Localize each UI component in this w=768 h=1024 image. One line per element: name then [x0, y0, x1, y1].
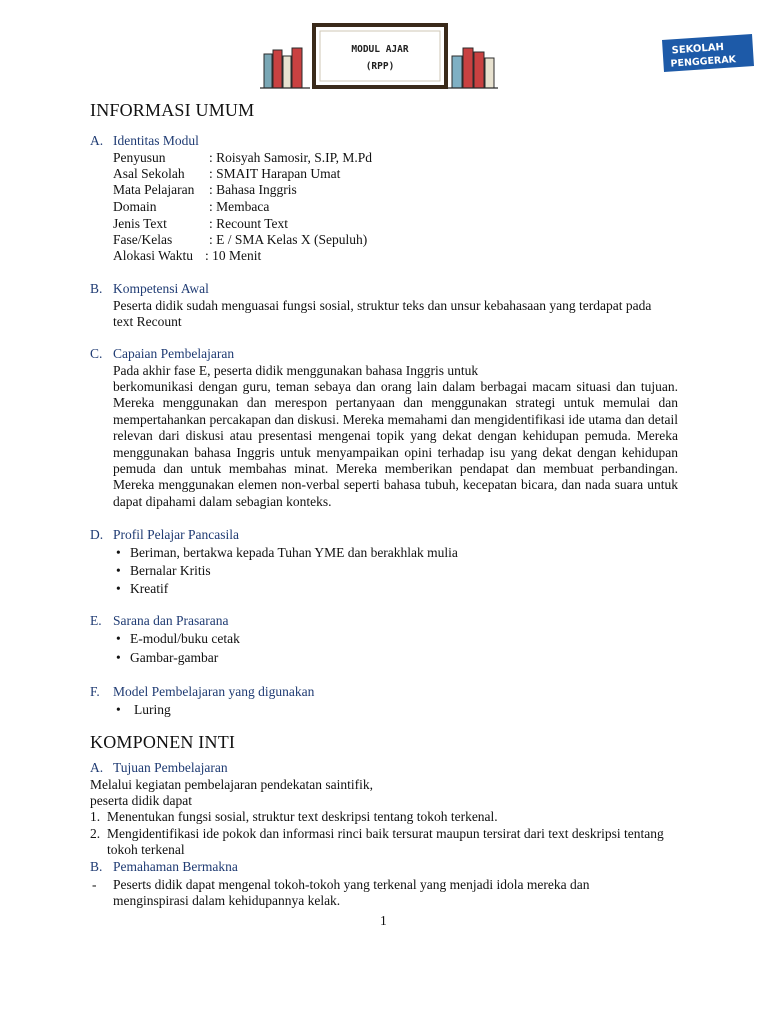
identitas-value: : Bahasa Inggris: [209, 182, 297, 197]
identitas-value: : Membaca: [209, 199, 270, 214]
identitas-row: [113, 216, 288, 232]
tujuan-intro-line: peserta didik dapat: [90, 793, 192, 808]
subsection-title-sarana: Sarana dan Prasarana: [113, 613, 229, 628]
numbered-item-text-cont: tokoh terkenal: [107, 842, 185, 857]
subsection-title-model: Model Pembelajaran yang digunakan: [113, 684, 315, 699]
tujuan-intro-line: Melalui kegiatan pembelajaran pendekatan saintifik,: [90, 777, 374, 792]
identitas-label: Mata Pelajaran: [113, 182, 195, 197]
logo-line1: SEKOLAH: [671, 41, 725, 57]
identitas-label: Asal Sekolah: [113, 166, 185, 181]
banner-title-line1: MODUL AJAR: [351, 44, 409, 55]
identitas-row: [113, 232, 367, 248]
sekolah-penggerak-logo: [660, 34, 756, 74]
identitas-value: : Roisyah Samosir, S.IP, M.Pd: [209, 150, 372, 165]
bullet-icon: •: [116, 631, 121, 646]
identitas-value: : 10 Menit: [205, 248, 262, 263]
list-item-text: E-modul/buku cetak: [130, 631, 240, 646]
identitas-row: [113, 199, 269, 215]
modul-ajar-banner: [258, 22, 502, 92]
book-icon: [264, 54, 272, 88]
bullet-icon: •: [116, 563, 121, 578]
dash-bullet: -: [92, 877, 97, 892]
list-item-text: Luring: [134, 702, 171, 717]
subsection-title-profil: Profil Pelajar Pancasila: [113, 527, 239, 542]
book-icon: [273, 50, 282, 88]
identitas-row: [113, 150, 372, 166]
identitas-label: Jenis Text: [113, 216, 167, 231]
book-icon: [474, 52, 484, 88]
list-item-text: Kreatif: [130, 581, 169, 596]
book-icon: [452, 56, 462, 88]
identitas-label: Domain: [113, 199, 157, 214]
identitas-row: [113, 182, 297, 198]
bullet-icon: •: [116, 581, 121, 596]
bullet-icon: •: [116, 702, 121, 717]
list-item-text: Gambar-gambar: [130, 650, 219, 665]
subsection-letter-a-inti: A.: [90, 760, 104, 775]
capaian-first-line: Pada akhir fase E, peserta didik menggunakan bahasa Inggris untuk: [113, 363, 479, 378]
identitas-label: Fase/Kelas: [113, 232, 173, 247]
subsection-title-kompetensi: Kompetensi Awal: [113, 281, 209, 296]
list-item: [116, 581, 168, 597]
section-heading-informasi-umum: INFORMASI UMUM: [90, 100, 255, 120]
pemahaman-text-line: Peserts didik dapat mengenal tokoh-tokoh yang terkenal yang menjadi idola mereka dan: [113, 877, 590, 892]
capaian-paragraph: berkomunikasi dengan guru, teman sebaya dan orang lain dalam berbagai macam situasi dan tujuan. Mereka menggunakan dan merespon pertanyaan dan menggunakan strategi untuk memulai dan mempertahankan percakapan dan diskusi. Mereka memahami dan mengidentifikasi ide utama dan detail relevan dari diskusi atau presentasi mengenai topik yang dekat dengan kehidupan pemuda. Mereka menggunakan bahasa Inggris untuk menyampaikan opini terhadap isu yang dekat dengan kehidupan pemuda dan untuk membahas minat. Mereka memberikan pendapat dan membuat perbandingan. Mereka menggunakan elemen non-verbal seperti bahasa tubuh, kecepatan bicara, dan nada suara untuk dapat dipahami dalam sebagian konteks.: [113, 379, 678, 509]
subsection-letter-d: D.: [90, 527, 104, 542]
subsection-letter-b-inti: B.: [90, 859, 103, 874]
list-item: [116, 631, 240, 647]
kompetensi-text-line: text Recount: [113, 314, 182, 329]
identitas-label: Penyusun: [113, 150, 166, 165]
subsection-letter-a: A.: [90, 133, 104, 148]
pemahaman-text-line: menginspirasi dalam kehidupannya kelak.: [113, 893, 341, 908]
numbered-item-text: Menentukan fungsi sosial, struktur text deskripsi tentang tokoh terkenal.: [107, 809, 498, 824]
book-icon: [283, 56, 291, 88]
list-item: [116, 545, 458, 561]
kompetensi-text-line: Peserta didik sudah menguasai fungsi sosial, struktur teks dan unsur kebahasaan yang terdapat pada: [113, 298, 652, 313]
identitas-label: Alokasi Waktu: [113, 248, 194, 263]
subsection-letter-f: F.: [90, 684, 100, 699]
list-item-text: Beriman, bertakwa kepada Tuhan YME dan berakhlak mulia: [130, 545, 458, 560]
numbered-item-text: Mengidentifikasi ide pokok dan informasi rinci baik tersurat maupun tersirat dari text deskripsi tentang: [107, 826, 664, 841]
list-item: [116, 563, 211, 579]
subsection-letter-c: C.: [90, 346, 103, 361]
identitas-value: : SMAIT Harapan Umat: [209, 166, 341, 181]
banner-title-line2: (RPP): [365, 61, 395, 72]
identitas-row: [113, 248, 261, 264]
section-heading-komponen-inti: KOMPONEN INTI: [90, 732, 236, 752]
subsection-title-capaian: Capaian Pembelajaran: [113, 346, 235, 361]
numbered-item-number: 2.: [90, 826, 101, 841]
book-icon: [463, 48, 473, 88]
page-number: 1: [380, 913, 387, 928]
identitas-value: : E / SMA Kelas X (Sepuluh): [209, 232, 368, 247]
numbered-item-number: 1.: [90, 809, 101, 824]
subsection-title-tujuan: Tujuan Pembelajaran: [113, 760, 228, 775]
list-item: [116, 650, 218, 666]
logo-line2: PENGGERAK: [670, 54, 737, 70]
subsection-letter-e: E.: [90, 613, 102, 628]
bullet-icon: •: [116, 650, 121, 665]
subsection-title-identitas: Identitas Modul: [113, 133, 199, 148]
book-icon: [292, 48, 302, 88]
list-item: [116, 702, 171, 718]
identitas-value: : Recount Text: [209, 216, 289, 231]
subsection-letter-b: B.: [90, 281, 103, 296]
bullet-icon: •: [116, 545, 121, 560]
book-icon: [485, 58, 494, 88]
list-item-text: Bernalar Kritis: [130, 563, 211, 578]
subsection-title-pemahaman: Pemahaman Bermakna: [113, 859, 238, 874]
identitas-row: [113, 166, 340, 182]
